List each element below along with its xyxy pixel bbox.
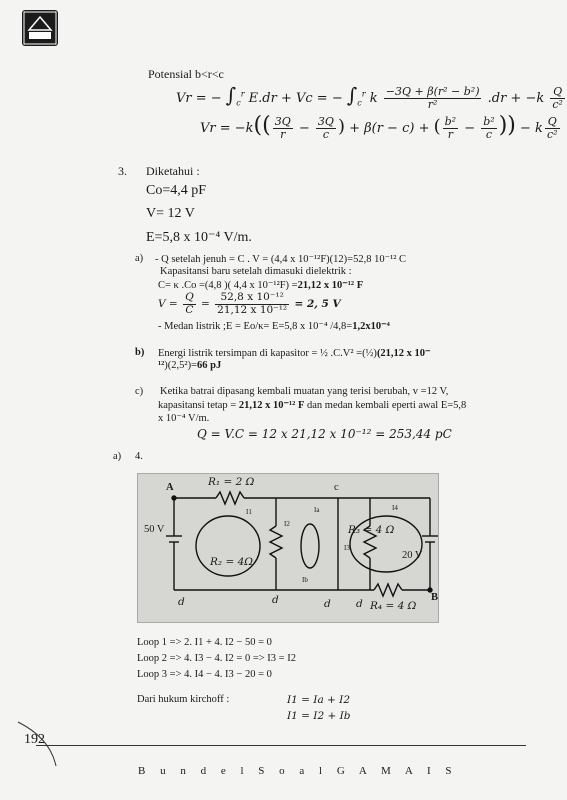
page-number: 192: [24, 732, 45, 747]
part-a-capacitance: C= κ .Co =(4,8 )( 4,4 x 10⁻¹²F) =21,12 x 10⁻¹² F: [158, 280, 364, 291]
loop-1-equation: Loop 1 => 2. I1 + 4. I2 − 50 = 0: [137, 637, 272, 648]
part-a-field: - Medan listrik ;E = Eo/κ= E=5,8 x 10⁻⁴ /4,8=1,2x10⁻⁴: [158, 321, 390, 332]
node-d-label-1: d: [178, 596, 185, 608]
book-title: B u n d e l S o a l G A M A I S: [138, 765, 458, 777]
question-3-number: 3.: [118, 164, 127, 178]
footer-rule: [36, 745, 526, 746]
part-b-energy-line2: ¹²)(2,5²)=66 pJ: [158, 360, 222, 371]
part-b-energy-line1: Energi listrik tersimpan di kapasitor = ½ .C.V² =(½)(21,12 x 10⁻: [158, 348, 431, 359]
kirchhoff-eq-2: I1 = I2 + Ib: [287, 710, 351, 722]
I1-label: I1: [246, 508, 252, 516]
part-c-equation: Q = V.C = 12 x 21,12 x 10⁻¹² = 253,44 pC: [197, 427, 452, 441]
loop-3-equation: Loop 3 => 4. I4 − 4. I3 − 20 = 0: [137, 669, 272, 680]
given-e: E=5,8 x 10⁻⁴ V/m.: [146, 230, 252, 245]
potential-heading: Potensial b<r<c: [148, 67, 224, 81]
I4-label: I4: [392, 504, 398, 512]
R2-label: R₂ = 4Ω: [210, 556, 253, 568]
part-a-charge: - Q setelah jenuh = C . V = (4,4 x 10⁻¹²F)(12)=52,8 10⁻¹² C: [155, 254, 407, 265]
gamais-logo: [22, 10, 58, 46]
given-v: V= 12 V: [146, 206, 195, 221]
loop-2-equation: Loop 2 => 4. I3 − 4. I2 = 0 => I3 = I2: [137, 653, 296, 664]
question-4-number: 4.: [135, 451, 143, 462]
node-d-label-2: d: [272, 594, 279, 606]
kirchhoff-eq-1: I1 = Ia + I2: [287, 694, 351, 706]
Ia-label: Ia: [314, 506, 320, 514]
node-c-label: c: [334, 482, 339, 493]
R4-label: R₄ = 4 Ω: [370, 600, 417, 612]
question-4-label: a): [113, 451, 122, 462]
node-d-label-4: d: [356, 598, 363, 610]
battery-20v-label: 20 V: [402, 550, 423, 561]
node-A-label: A: [166, 482, 174, 493]
potential-equation-1: Vr = − $\int_c^r$ E.dr + Vc = − $\int_c^r$ k $\frac{\text{−3Q + β(r² − b²)}}{\text{r²}}$ .dr + −k $\frac{Q}{\text{c²}}$: [176, 83, 563, 111]
I2-label: I2: [284, 520, 290, 528]
part-a-voltage: V = $\frac{Q}{C}$ = $\frac{\text{52,8 x 10⁻¹²}}{\text{21,12 x 10⁻¹²}}$ = 2, 5 V: [158, 291, 341, 316]
node-B-label: B: [431, 592, 439, 603]
I3-label: I3: [344, 544, 350, 552]
R1-label: R₁ = 2 Ω: [208, 476, 255, 488]
part-a-capacitance-heading: Kapasitansi baru setelah dimasuki dielektrik :: [160, 266, 352, 277]
Ib-label: Ib: [302, 576, 308, 584]
part-c-line1: Ketika batrai dipasang kembali muatan yang terisi berubah, v =12 V,: [160, 386, 449, 397]
part-c-line3: x 10⁻⁴ V/m.: [158, 413, 210, 424]
kirchhoff-label: Dari hukum kirchoff :: [137, 694, 230, 705]
part-c-line2: kapasitansi tetap = 21,12 x 10⁻¹² F dan medan kembali eperti awal E=5,8: [158, 400, 467, 411]
part-a-label: a): [135, 253, 144, 264]
R3-label: R₃ = 4 Ω: [348, 524, 395, 536]
node-d-label-3: d: [324, 598, 331, 610]
given-co: Co=4,4 pF: [146, 183, 207, 198]
part-c-label: c): [135, 386, 144, 397]
battery-50v-label: 50 V: [144, 524, 165, 535]
potential-equation-2: Vr = −k(( $\frac{3Q}{r}$ − $\frac{3Q}{c}$ ) + β(r − c) + ( $\frac{\text{b²}}{r}$ − $\frac{\text{b²}}{c}$ )) − k $\frac{Q}{\text{c²}}$: [200, 113, 558, 141]
diketahui-label: Diketahui :: [146, 164, 200, 178]
part-b-label: b): [135, 347, 145, 358]
circuit-photo: [137, 473, 439, 623]
